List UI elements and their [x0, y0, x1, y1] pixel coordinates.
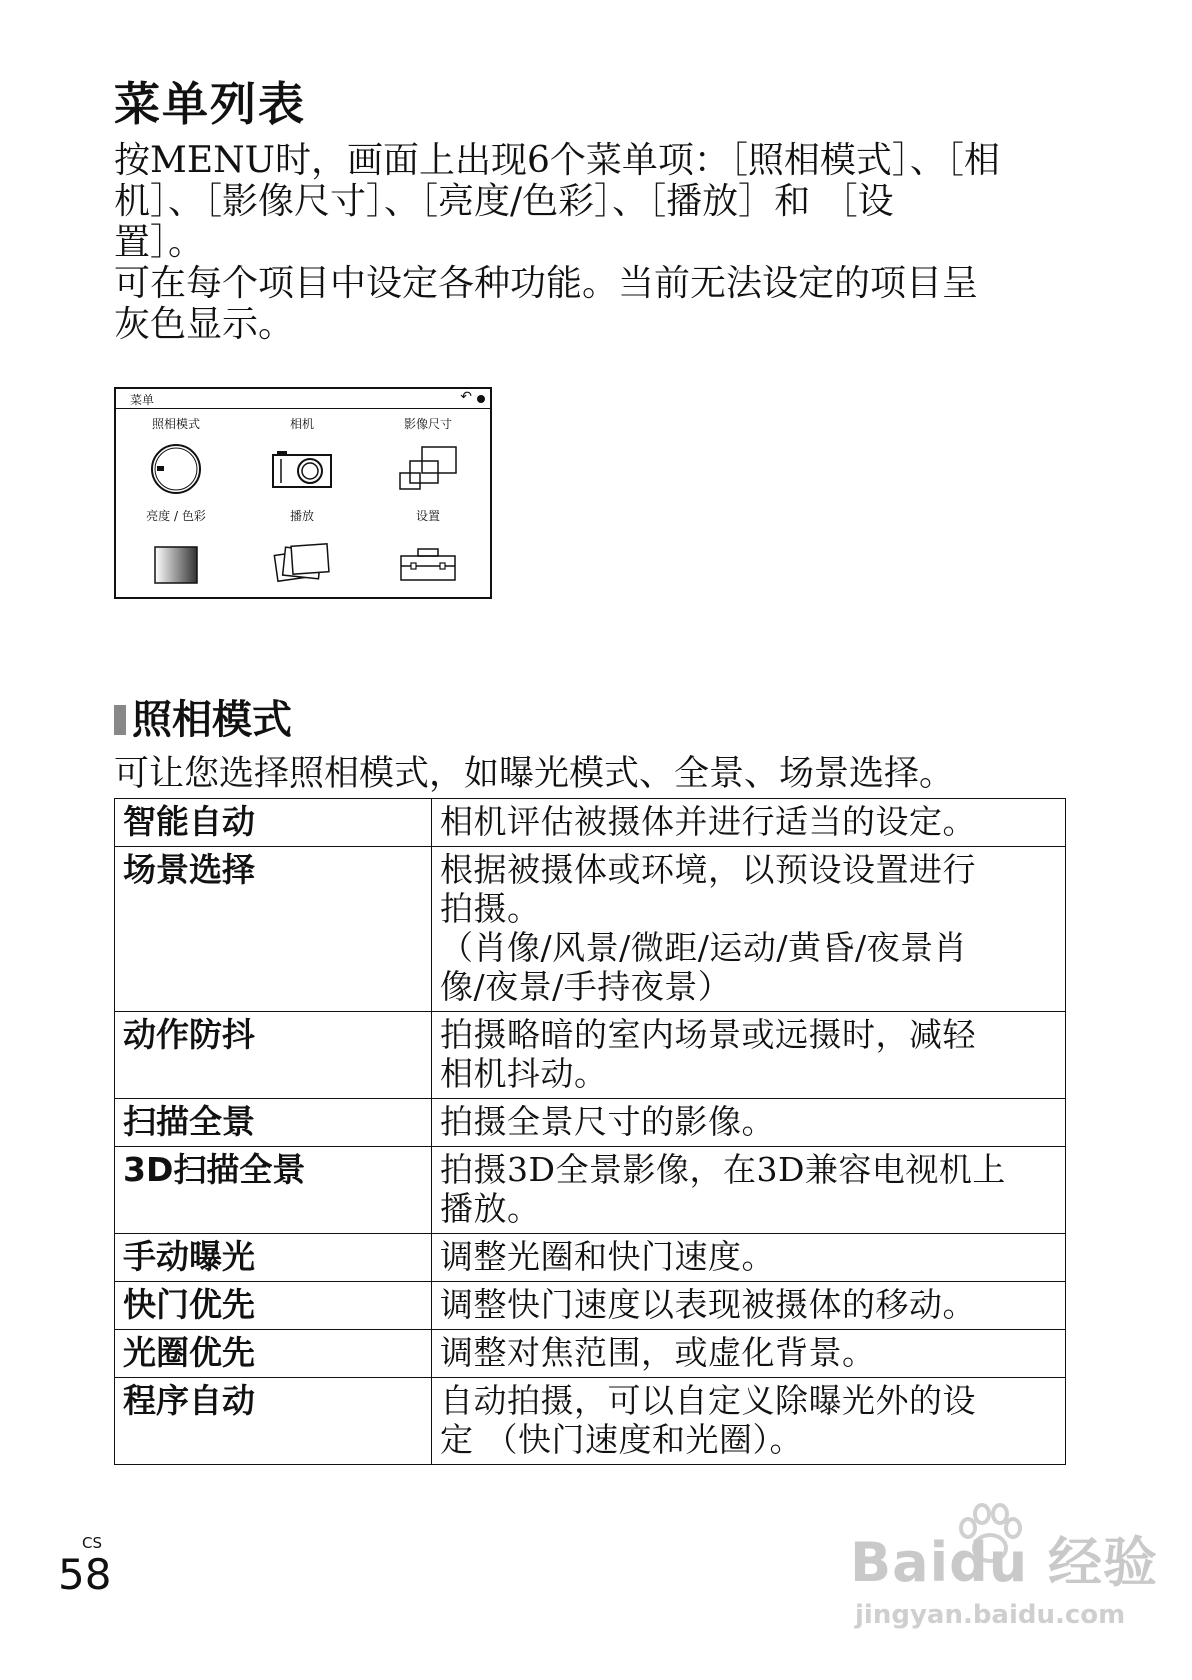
menu-item-label: 照相模式 — [151, 417, 200, 431]
section-marker — [114, 705, 126, 735]
intro-text — [114, 140, 1044, 345]
toolbox-icon — [396, 531, 460, 587]
mode-name: 动作防抖 — [115, 1012, 432, 1099]
mode-name: 场景选择 — [115, 847, 432, 1012]
intro-line: 机］、［影像尺寸］、［亮度/色彩］、［播放］和 ［设 — [114, 181, 894, 222]
mode-description — [432, 799, 1066, 847]
table-row — [115, 1330, 1066, 1378]
mode-name: 智能自动 — [115, 799, 432, 847]
table-row — [115, 1234, 1066, 1282]
table-row — [115, 1282, 1066, 1330]
table-row — [115, 799, 1066, 847]
menu-item-label: 亮度 / 色彩 — [146, 509, 206, 523]
mode-name: 快门优先 — [115, 1282, 432, 1330]
mode-name: 3D扫描全景 — [115, 1147, 432, 1234]
desc-line: 拍摄全景尺寸的影像。 — [440, 1102, 775, 1141]
brightness-color-icon — [146, 531, 206, 587]
section-title — [114, 688, 292, 745]
mode-name: 光圈优先 — [115, 1330, 432, 1378]
table-row — [115, 1378, 1066, 1465]
camera-icon — [270, 439, 334, 495]
intro-line: 灰色显示。 — [114, 304, 295, 345]
dot-icon — [477, 395, 485, 403]
mode-description — [432, 1099, 1066, 1147]
desc-line: 拍摄3D全景影像，在3D兼容电视机上 — [440, 1150, 1006, 1189]
back-icon: ↶ — [460, 389, 472, 405]
intro-line: 置］。 — [114, 222, 205, 263]
menu-item-label: 相机 — [289, 417, 314, 431]
menu-header — [116, 389, 490, 409]
page-title: 菜单列表 — [114, 77, 306, 131]
mode-description — [432, 1282, 1066, 1330]
desc-line: 自动拍摄，可以自定义除曝光外的设 — [440, 1381, 976, 1420]
shooting-mode-table — [114, 798, 1066, 1465]
mode-name: 扫描全景 — [115, 1099, 432, 1147]
mode-description — [432, 1330, 1066, 1378]
desc-line: 像/夜景/手持夜景） — [440, 967, 732, 1006]
menu-item-shooting-mode — [116, 415, 236, 495]
menu-header-title: 菜单 — [130, 393, 155, 407]
dial-icon — [146, 439, 206, 495]
mode-description — [432, 1147, 1066, 1234]
desc-line: 播放。 — [440, 1189, 541, 1228]
menu-screen-illustration — [114, 387, 492, 599]
desc-line: 拍摄略暗的室内场景或远摄时，减轻 — [440, 1015, 976, 1054]
menu-item-brightness-color — [116, 507, 236, 587]
playback-icon — [270, 531, 334, 587]
menu-item-settings — [368, 507, 488, 587]
section-description: 可让您选择照相模式，如曝光模式、全景、场景选择。 — [114, 754, 955, 794]
desc-line: （肖像/风景/微距/运动/黄昏/夜景肖 — [440, 928, 968, 967]
image-size-icon — [396, 439, 460, 495]
desc-line: 相机评估被摄体并进行适当的设定。 — [440, 802, 976, 841]
watermark-url: jingyan.baidu.com — [855, 1600, 1126, 1630]
intro-line: 按MENU时，画面上出现6个菜单项：［照相模式］、［相 — [114, 140, 1000, 181]
mode-name: 程序自动 — [115, 1378, 432, 1465]
menu-item-camera — [242, 415, 362, 495]
watermark-logo: Baidu 经验 — [850, 1531, 1159, 1594]
language-code: CS — [82, 1534, 102, 1552]
section-title-text: 照相模式 — [132, 697, 292, 743]
menu-item-label: 影像尺寸 — [403, 417, 452, 431]
menu-item-image-size — [368, 415, 488, 495]
desc-line: 调整光圈和快门速度。 — [440, 1237, 775, 1276]
page-number: 58 — [58, 1550, 112, 1599]
table-row — [115, 1012, 1066, 1099]
mode-description — [432, 847, 1066, 1012]
desc-line: 根据被摄体或环境，以预设设置进行 — [440, 850, 976, 889]
menu-item-playback — [242, 507, 362, 587]
desc-line: 相机抖动。 — [440, 1054, 608, 1093]
table-row — [115, 847, 1066, 1012]
desc-line: 调整对焦范围，或虚化背景。 — [440, 1333, 876, 1372]
desc-line: 拍摄。 — [440, 889, 541, 928]
desc-line: 定 （快门速度和光圈）。 — [440, 1420, 803, 1459]
table-row — [115, 1147, 1066, 1234]
mode-description — [432, 1378, 1066, 1465]
menu-item-label: 设置 — [415, 509, 440, 523]
mode-description — [432, 1234, 1066, 1282]
menu-item-label: 播放 — [289, 509, 314, 523]
mode-description — [432, 1012, 1066, 1099]
table-row — [115, 1099, 1066, 1147]
intro-line: 可在每个项目中设定各种功能。当前无法设定的项目呈 — [114, 263, 979, 304]
mode-name: 手动曝光 — [115, 1234, 432, 1282]
desc-line: 调整快门速度以表现被摄体的移动。 — [440, 1285, 976, 1324]
